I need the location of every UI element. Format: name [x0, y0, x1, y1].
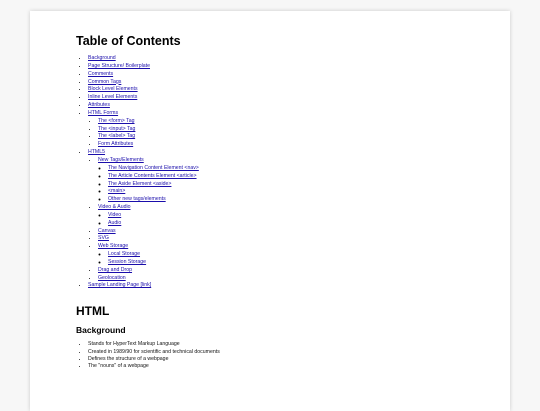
- toc-item: [88, 86, 496, 94]
- toc-link-video-audio[interactable]: Video & Audio: [98, 204, 131, 211]
- toc-subitem: [98, 141, 496, 149]
- toc-subsubitem: [108, 251, 496, 259]
- toc-sublist-new-tags: [98, 165, 496, 204]
- toc-subsubitem: [108, 181, 496, 189]
- toc-link-video[interactable]: Video: [108, 211, 122, 218]
- toc-list: [76, 55, 496, 290]
- toc-link-audio[interactable]: Audio: [108, 219, 122, 226]
- document-content: [76, 34, 496, 371]
- toc-link-web-storage[interactable]: Web Storage: [98, 243, 129, 250]
- toc-item: [88, 94, 496, 102]
- section-heading-html: HTML: [76, 304, 110, 319]
- toc-link-label-tag[interactable]: The <label> Tag: [98, 133, 136, 140]
- toc-sublist-video-audio: [98, 212, 496, 228]
- toc-link-html5[interactable]: HTML5: [88, 149, 106, 156]
- toc-link-comments[interactable]: Comments: [88, 70, 114, 77]
- toc-link-page-structure[interactable]: Page Structure/ Boilerplate: [88, 62, 150, 69]
- toc-subitem: [98, 228, 496, 236]
- toc-link-input-tag[interactable]: The <input> Tag: [98, 125, 136, 132]
- toc-subsubitem: [108, 212, 496, 220]
- toc-link-svg[interactable]: SVG: [98, 235, 109, 242]
- toc-link-main[interactable]: <main>: [108, 188, 126, 195]
- toc-link-attributes[interactable]: Attributes: [88, 102, 110, 109]
- toc-subsubitem: [108, 196, 496, 204]
- toc-subsubitem: [108, 188, 496, 196]
- toc-link-geolocation[interactable]: Geolocation: [98, 274, 126, 281]
- document-page: [30, 11, 510, 411]
- toc-subsubitem: [108, 259, 496, 267]
- toc-link-common-tags[interactable]: Common Tags: [88, 78, 122, 85]
- toc-subsubitem: [108, 165, 496, 173]
- toc-subitem: [98, 275, 496, 283]
- toc-link-form-tag[interactable]: The <form> Tag: [98, 117, 135, 124]
- toc-link-other-new-tags[interactable]: Other new tags/elements: [108, 196, 166, 203]
- toc-item: [88, 71, 496, 79]
- background-bullet: • Created in 1989/90 for scientific and technical documents: [88, 349, 496, 356]
- toc-item: [88, 79, 496, 87]
- background-bullet: • The "nouns" of a webpage: [88, 363, 496, 370]
- toc-link-landing-page[interactable]: Sample Landing Page [link]: [88, 282, 152, 289]
- toc-item: [88, 282, 496, 290]
- toc-sublist-html5: [88, 157, 496, 283]
- toc-subitem: [98, 235, 496, 243]
- toc-sublist-forms: [88, 118, 496, 149]
- toc-link-background[interactable]: Background: [88, 55, 116, 61]
- background-bullet: • Defines the structure of a webpage: [88, 356, 496, 363]
- toc-subitem: [98, 243, 496, 267]
- toc-link-canvas[interactable]: Canvas: [98, 227, 116, 234]
- toc-item: [88, 102, 496, 110]
- toc-link-inline-level[interactable]: Inline Level Elements: [88, 94, 138, 101]
- background-bullets: [76, 341, 496, 370]
- toc-subsubitem: [108, 173, 496, 181]
- toc-link-aside[interactable]: The Aside Element <aside>: [108, 180, 172, 187]
- background-bullet: • Stands for HyperText Markup Language: [88, 341, 496, 348]
- toc-subitem: [98, 133, 496, 141]
- toc-subitem: [98, 204, 496, 228]
- toc-subitem: [98, 267, 496, 275]
- toc-link-session-storage[interactable]: Session Storage: [108, 258, 147, 265]
- toc-subsubitem: [108, 220, 496, 228]
- toc-title: Table of Contents: [76, 34, 181, 48]
- toc-subitem: [98, 118, 496, 126]
- toc-item: [88, 149, 496, 282]
- toc-link-block-level[interactable]: Block Level Elements: [88, 86, 138, 93]
- toc-link-html-forms[interactable]: HTML Forms: [88, 109, 119, 116]
- toc-link-article[interactable]: The Article Contents Element <article>: [108, 172, 197, 179]
- toc-link-new-tags[interactable]: New Tags/Elements: [98, 156, 144, 163]
- toc-link-drag-drop[interactable]: Drag and Drop: [98, 266, 133, 273]
- toc-item: [88, 110, 496, 149]
- toc-item: [88, 63, 496, 71]
- toc-link-nav[interactable]: The Navigation Content Element <nav>: [108, 164, 199, 171]
- toc-subitem: [98, 157, 496, 204]
- toc-link-local-storage[interactable]: Local Storage: [108, 251, 141, 258]
- toc-item: [88, 55, 496, 63]
- toc-link-form-attributes[interactable]: Form Attributes: [98, 141, 134, 148]
- toc-sublist-web-storage: [98, 251, 496, 267]
- toc-subitem: [98, 126, 496, 134]
- subheading-background: Background: [76, 325, 126, 336]
